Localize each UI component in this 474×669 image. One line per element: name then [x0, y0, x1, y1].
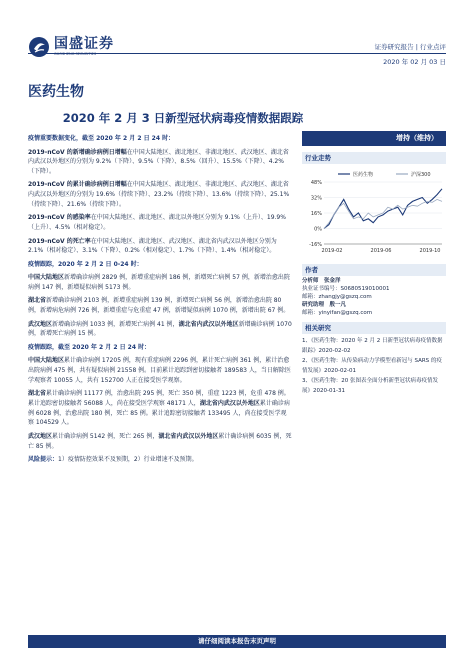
analyst-1-email[interactable]: 邮箱：zhangjy@gszq.com: [302, 294, 372, 300]
paragraph-lead: 2019-nCoV 的累计确诊病例日增幅: [28, 181, 127, 189]
related-research-heading: 相关研究: [302, 322, 446, 334]
report-date: 2020 年 02 月 03 日: [383, 58, 446, 66]
analyst-1: [302, 276, 446, 284]
legend-label: 沪深300: [411, 172, 431, 178]
rating-badge: 增持（维持）: [302, 131, 446, 146]
paragraph-lead: 武汉地区: [28, 320, 53, 328]
paragraph-lead: 湖北省内武汉以外地区: [178, 320, 239, 328]
risk-text: 1）疫情防控效果不及预期，2）行业增速不及预期。: [58, 456, 198, 464]
related-research-list: [302, 336, 446, 396]
y-tick-label: 48%: [310, 180, 322, 186]
risk-heading: 风险提示：: [28, 456, 59, 464]
analyst-name: 张金洋: [324, 278, 341, 284]
paragraph-text: 新增确诊病例 1070 例，新增死亡病例 15 例。: [28, 320, 292, 338]
guosheng-logo-icon: [28, 36, 50, 58]
paragraph-text: 在中国大陆地区、湖北地区、湖北以外地区分别为 9.1%（上升）、19.9%（上升）、4.5%（相对稳定）。: [28, 214, 286, 232]
trend-heading: 行业走势: [302, 152, 446, 164]
paragraph-lead: 中国大陆地区: [28, 357, 65, 365]
analyst-name: 殷一凡: [329, 302, 347, 308]
footer-disclaimer: 请仔细阅读本报告末页声明: [28, 635, 446, 648]
paragraph-hubei-cumulative: [28, 389, 292, 428]
paragraph-lead: 2019-nCoV 的感染率: [28, 214, 91, 222]
paragraph-mainland-daily: [28, 273, 292, 292]
sector-title: 医药生物: [28, 84, 84, 100]
series-line-pharma: [324, 189, 442, 229]
paragraph-text: 新增确诊病例 1033 例，新增死亡病例 41 例，: [52, 320, 179, 328]
analyst-2-email[interactable]: 邮箱：yinyifan@gszq.com: [302, 310, 373, 316]
paragraph-text: 累计确诊病例 17205 例，现有重症病例 2296 例，累计死亡病例 361 例，累计治愈出院病例 475 例，共有疑似病例 21558 例。目前累计追踪到密切接触者 189583 人，当日解除医学观察者 10055 人，共有 152700 人正在接受医学观察。: [28, 357, 291, 384]
paragraph-text: 累计确诊病例 11177 例，治愈出院 295 例，死亡 350 例，重症 1223 例，危重 478 例。累计追踪密切接触者 56088 人，尚在接受医学观察 48171 人，: [28, 390, 290, 407]
paragraph-lead: 湖北省: [28, 297, 47, 305]
y-tick-label: -16%: [309, 242, 322, 248]
report-body: [28, 134, 292, 469]
analyst-role: 分析师: [302, 278, 319, 284]
paragraph-lead: 湖北省: [28, 390, 47, 398]
paragraph-text: 在中国大陆地区、湖北地区、武汉地区、湖北省内武汉以外地区分别为 2.1%（相对稳定）、3.1%（下降）、0.2%（相对稳定）、1.7%（下降）、1.4%（相对稳定）。: [28, 237, 277, 255]
paragraph-death-rate: [28, 237, 292, 256]
report-header: [0, 0, 474, 72]
paragraph-wuhan-daily: [28, 320, 292, 339]
sidebar: [302, 131, 446, 396]
paragraph-text: 累计确诊病例 5142 例，死亡 265 例，: [52, 432, 159, 440]
paragraph-infection-rate: [28, 213, 292, 232]
paragraph-text: 新增确诊病例 2829 例，新增重症病例 186 例，新增死亡病例 57 例，新增治愈出院病例 147 例，新增疑似病例 5173 例。: [28, 274, 290, 291]
paragraph-cumulative-growth: [28, 180, 292, 209]
paragraph-daily-new-growth: [28, 148, 292, 177]
paragraph-lead: 武汉地区: [28, 432, 53, 440]
paragraph-risk-warning: [28, 455, 292, 465]
industry-trend-chart: [302, 166, 446, 258]
y-tick-label: 16%: [310, 211, 322, 217]
paragraph-text: 在中国大陆地区、湖北地区、非湖北地区、武汉地区、湖北省内武汉以外地区的分别为 9.2%（下降）、9.5%（下降）、8.5%（回升）、15.5%（下降）、4.2%（下降）。: [28, 148, 289, 175]
legend-label: 医药生物: [353, 172, 374, 178]
x-tick-label: 2019-02: [321, 248, 343, 254]
paragraph-lead: 湖北省内武汉以外地区: [158, 432, 219, 440]
logo-name-en: GUOSHENG SECURITIES: [54, 52, 97, 56]
x-tick-label: 2019-10: [419, 248, 441, 254]
related-research-item[interactable]: 1、《医药生物：2020 年 2 月 2 日新型冠状病毒疫情数据跟踪》2020-02-02: [302, 338, 443, 354]
report-title: 2020 年 2 月 3 日新型冠状病毒疫情数据跟踪: [62, 111, 304, 125]
paragraph-lead: 2019-nCoV 的死亡率: [28, 237, 91, 245]
section-heading-update: 疫情重要数据变化，截至 2020 年 2 月 2 日 24 时：: [28, 135, 175, 142]
analyst-heading: 作者: [302, 264, 446, 276]
section-heading-tracking-cumulative: 疫情跟踪，截至 2020 年 2 月 2 日 24 时：: [28, 343, 151, 351]
paragraph-lead: 中国大陆地区: [28, 274, 65, 282]
logo-name-cn: 国盛证券: [54, 36, 114, 52]
analyst-2: [302, 300, 446, 308]
paragraph-text: 在中国大陆地区、湖北地区、非湖北地区、武汉地区、湖北省内武汉以外地区的分别为 19.6%（持续下降）、23.2%（持续下降）、13.6%（持续下降）、25.1%（持续下降）、21.6%（持续下降）。: [28, 181, 290, 208]
paragraph-text: 累计确诊病例 6035 例，死亡 85 例。: [28, 432, 292, 450]
y-tick-label: 32%: [310, 195, 322, 202]
x-tick-label: 2019-06: [370, 248, 392, 254]
section-heading-tracking-daily: 疫情跟踪，2020 年 2 月 2 日 0-24 时：: [28, 260, 143, 268]
paragraph-text: 累计确诊病例 6028 例，治愈出院 180 例，死亡 85 例。累计追踪密切接触者 133495 人，尚在接受医学观察 104529 人。: [28, 399, 290, 427]
paragraph-text: 新增确诊病例 2103 例，新增重症病例 139 例，新增死亡病例 56 例，新增治愈出院 80 例，新增病危病例 726 例，新增重症与危重症 47 例，新增疑似病例 1070 例，新增出院 67 例。: [28, 297, 290, 315]
paragraph-hubei-daily: [28, 296, 292, 315]
analyst-list: [302, 276, 446, 316]
report-type: 证券研究报告 | 行业点评: [374, 43, 446, 51]
paragraph-lead: 湖北省内武汉以外地区: [199, 399, 260, 407]
related-research-item[interactable]: 2、《医药生物：从传染病动力学模型看新冠与 SARS 的疫情发展》2020-02-01: [302, 358, 442, 374]
header-divider: [28, 53, 446, 54]
analyst-1-cert: 执业证书编号：S0680519010001: [302, 286, 390, 292]
y-tick-label: 0%: [314, 226, 322, 233]
paragraph-mainland-cumulative: [28, 356, 292, 385]
related-research-item[interactable]: 3、《医药生物：20 张图表全面分析新型冠状病毒疫情发展》2020-01-31: [302, 378, 438, 394]
analyst-role: 研究助理: [302, 302, 325, 308]
paragraph-lead: 2019-nCoV 的新增确诊病例日增幅: [28, 148, 127, 156]
paragraph-wuhan-cumulative: [28, 432, 292, 451]
series-line-csi300: [324, 199, 442, 228]
company-logo: [28, 36, 114, 58]
